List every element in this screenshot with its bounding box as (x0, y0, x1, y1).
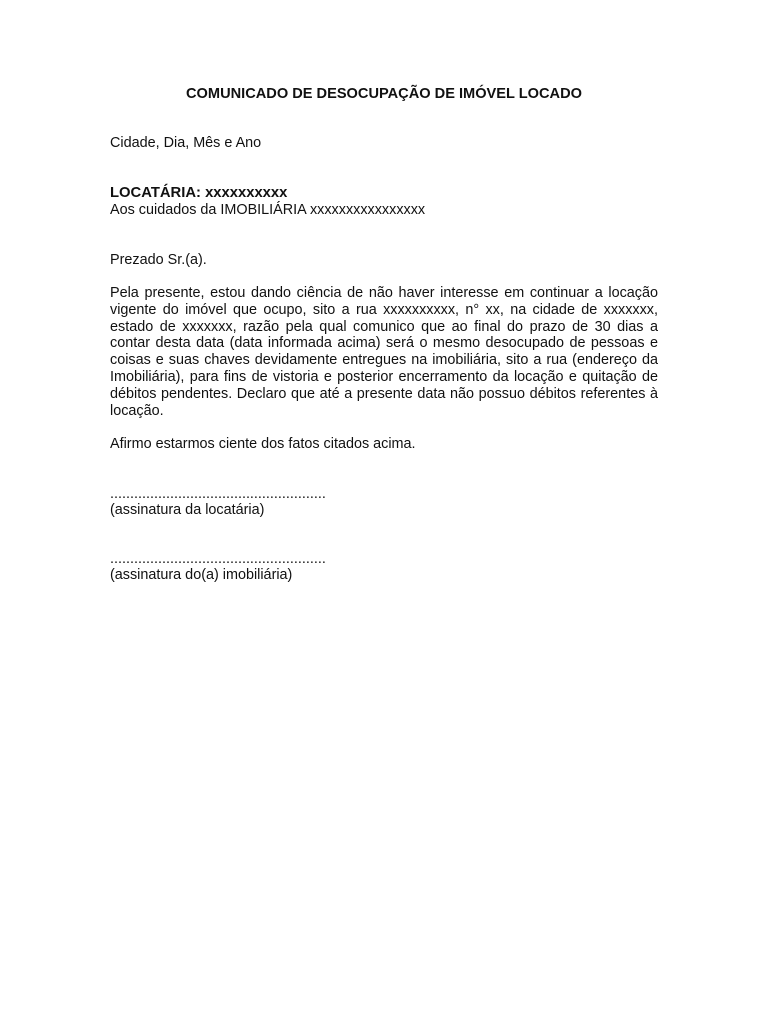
signature-caption-agency: (assinatura do(a) imobiliária) (110, 567, 293, 584)
affirmation: Afirmo estarmos ciente dos fatos citados acima. (110, 436, 416, 453)
tenant-line: LOCATÁRIA: xxxxxxxxxx (110, 185, 288, 201)
signature-line-tenant: ...................................................... (110, 486, 326, 503)
document-title: COMUNICADO DE DESOCUPAÇÃO DE IMÓVEL LOCADO (186, 86, 582, 102)
signature-line-agency: ...................................................... (110, 551, 326, 568)
greeting: Prezado Sr.(a). (110, 252, 207, 268)
signature-caption-tenant: (assinatura da locatária) (110, 502, 265, 519)
date-line: Cidade, Dia, Mês e Ano (110, 135, 262, 151)
body-paragraph: Pela presente, estou dando ciência de não haver interesse em continuar a locação vigente do imóvel que ocupo, sito a rua xxxxxxxxxx, n° xx, na cidade de xxxxxxx, estado de xxxxxxx, razão pela qual comunico que ao final do prazo de 30 dias a contar desta data (data informada acima) será o mesmo desocupado de pessoas e coisas e suas chaves devidamente entregues na imobiliária, sito a rua (endereço da Imobiliária), para fins de vistoria e posterior encerramento da locação e quitação de débitos pendentes. Declaro que até a presente data não possuo débitos referentes à locação. (110, 285, 658, 419)
letter-content (110, 85, 658, 584)
care-of-line: Aos cuidados da IMOBILIÁRIA xxxxxxxxxxxxxxxx (110, 202, 426, 218)
